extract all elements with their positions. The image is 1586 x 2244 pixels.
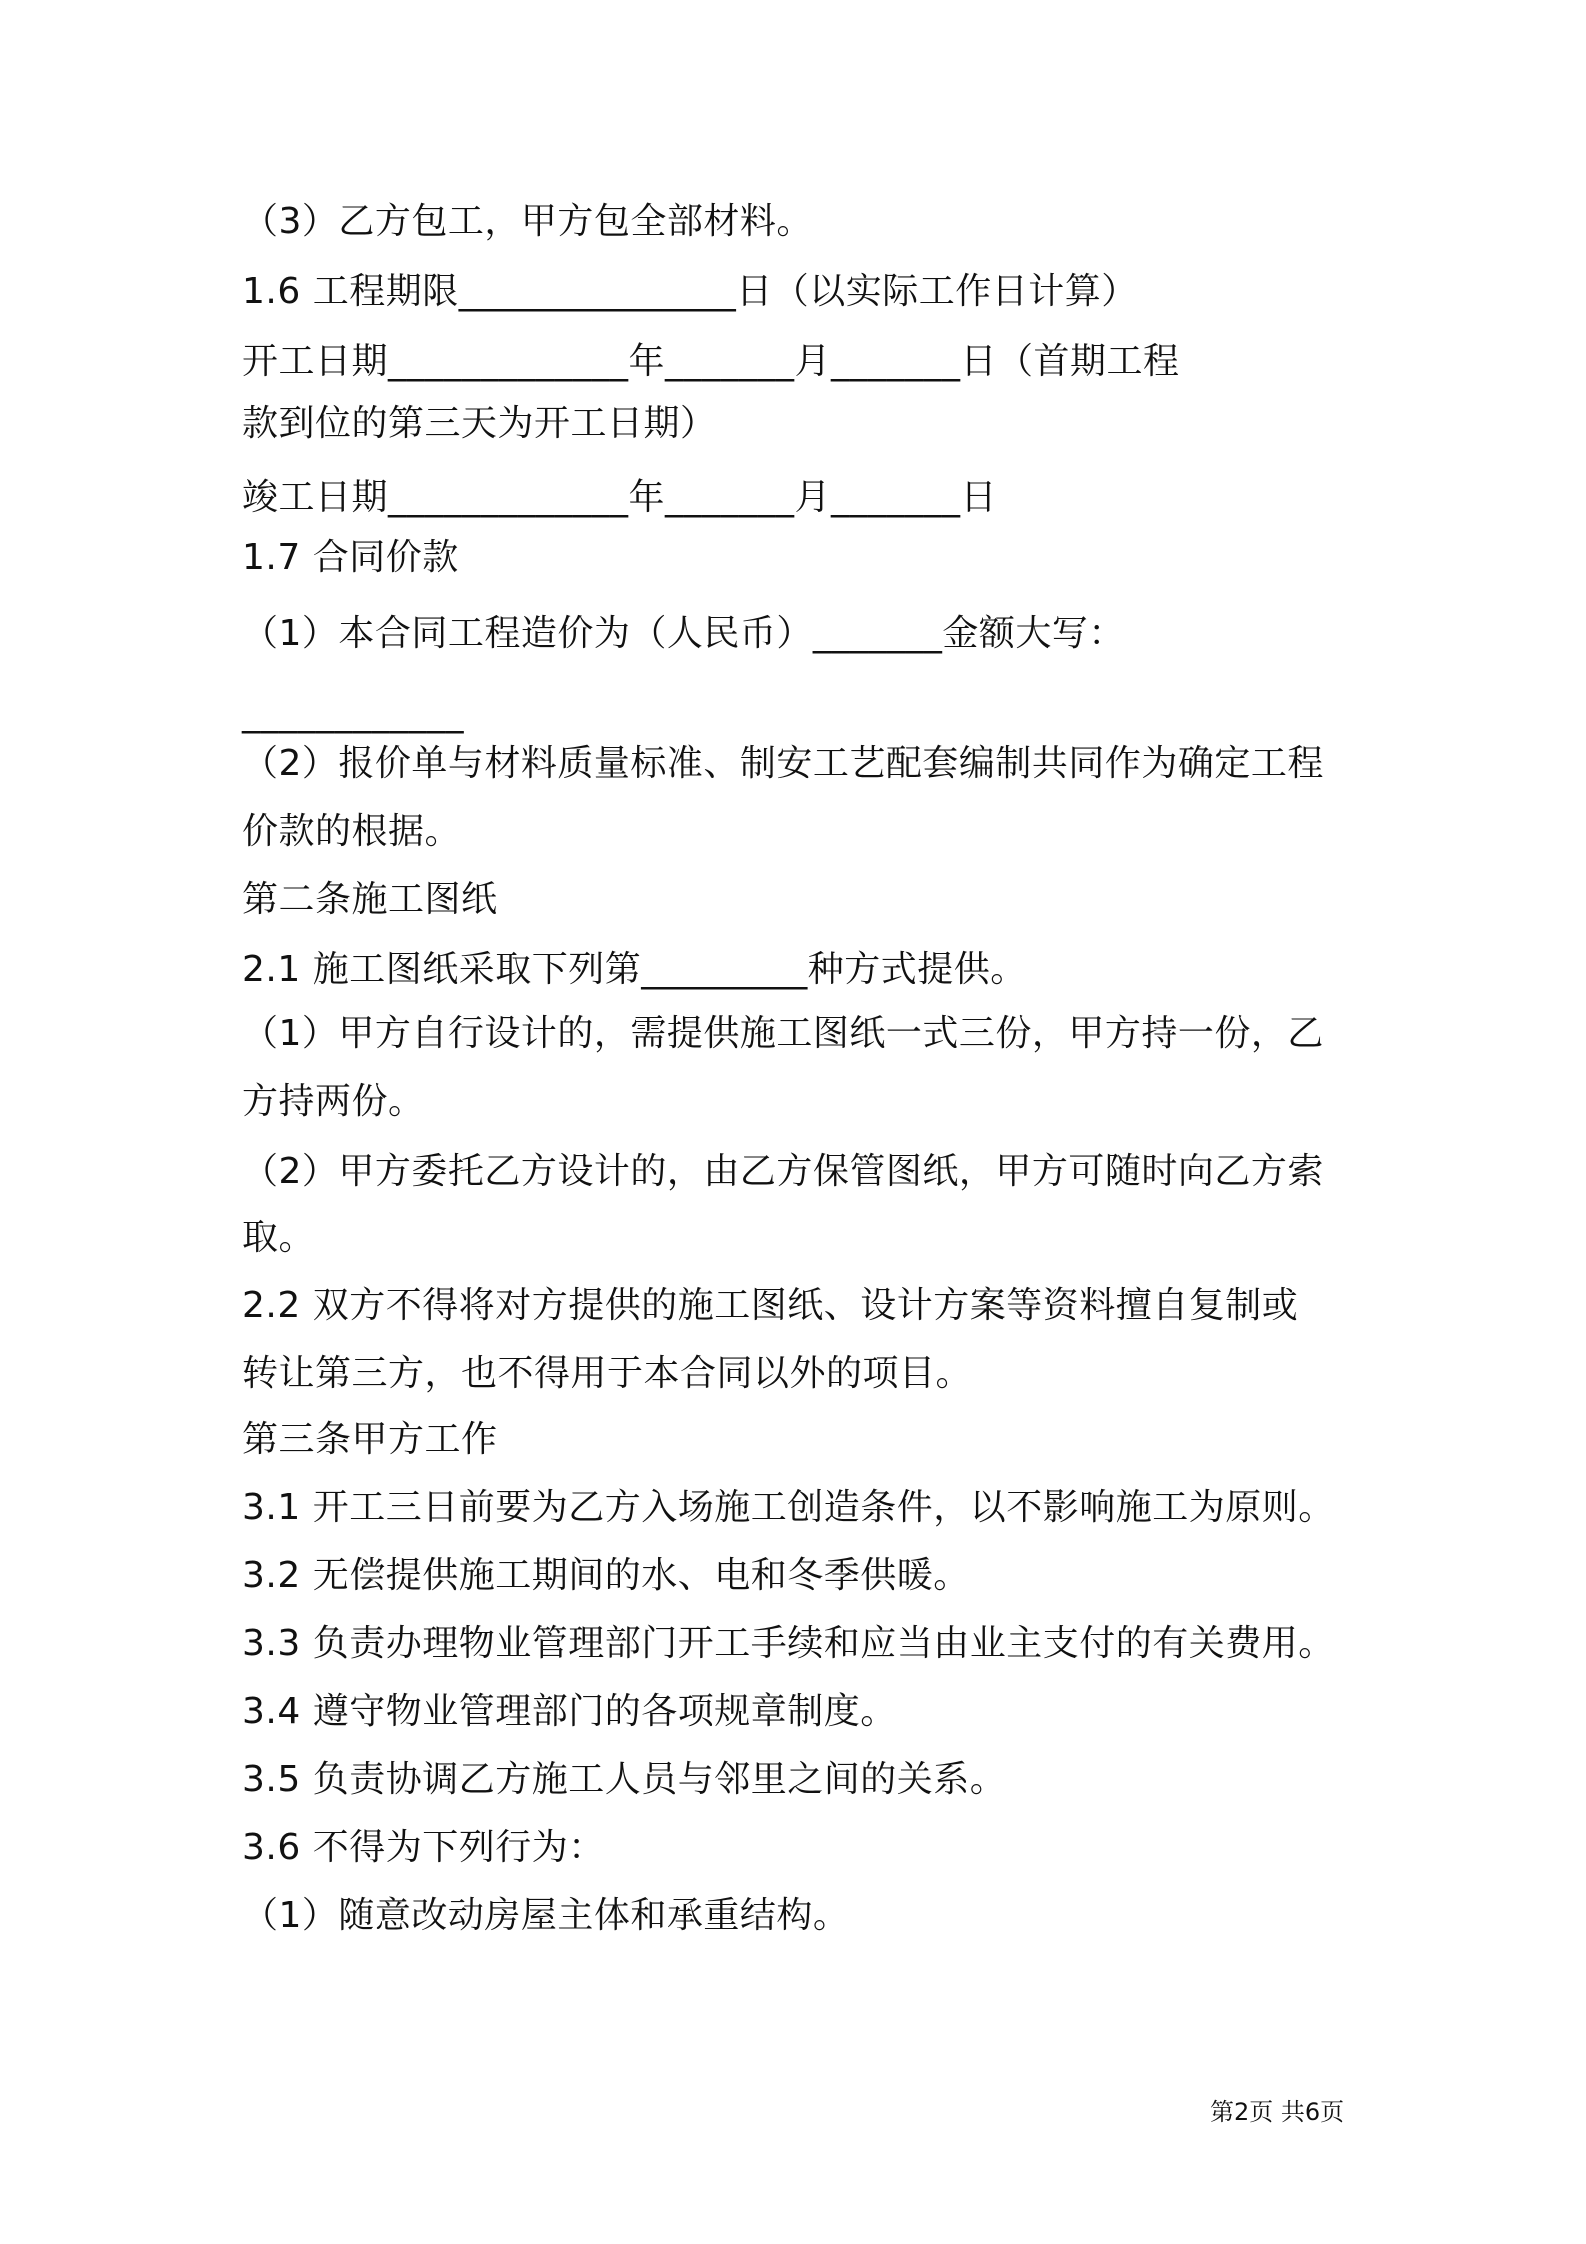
clause-2-2: 2.2 双方不得将对方提供的施工图纸、设计方案等资料擅自复制或: [242, 1285, 1299, 1326]
clause-2-1-item-1-cont: 方持两份。: [242, 1081, 425, 1122]
contract-price-item-2: （2）报价单与材料质量标准、制安工艺配套编制共同作为确定工程: [242, 743, 1324, 784]
page-number: 第2页 共6页: [1210, 2098, 1345, 2126]
clause-3-5: 3.5 负责协调乙方施工人员与邻里之间的关系。: [242, 1759, 1007, 1800]
clause-1-7-heading: 1.7 合同价款: [242, 537, 459, 578]
clause-3-6: 3.6 不得为下列行为：: [242, 1827, 605, 1868]
clause-3-3: 3.3 负责办理物业管理部门开工手续和应当由业主支付的有关费用。: [242, 1623, 1335, 1664]
clause-3-4: 3.4 遵守物业管理部门的各项规章制度。: [242, 1691, 897, 1732]
contract-price-item-2-cont: 价款的根据。: [242, 811, 462, 852]
start-date-line: 开工日期_____________年_______月_______日（首期工程: [242, 341, 1180, 382]
clause-2-1-item-2: （2）甲方委托乙方设计的，由乙方保管图纸，甲方可随时向乙方索: [242, 1151, 1324, 1192]
clause-3-6-item-1: （1）随意改动房屋主体和承重结构。: [242, 1895, 850, 1936]
clause-2-2-cont: 转让第三方，也不得用于本合同以外的项目。: [242, 1353, 973, 1394]
clause-3-1: 3.1 开工三日前要为乙方入场施工创造条件，以不影响施工为原则。: [242, 1487, 1335, 1528]
start-date-line-cont: 款到位的第三天为开工日期）: [242, 403, 717, 444]
clause-3-item-3: （3）乙方包工，甲方包全部材料。: [242, 201, 813, 242]
clause-3-2: 3.2 无偿提供施工期间的水、电和冬季供暖。: [242, 1555, 970, 1596]
article-2-heading: 第二条施工图纸: [242, 879, 498, 920]
article-3-heading: 第三条甲方工作: [242, 1419, 498, 1460]
amount-blank-line: ____________: [242, 693, 464, 734]
contract-price-item-1: （1）本合同工程造价为（人民币）_______金额大写：: [242, 613, 1125, 654]
clause-2-1-item-1: （1）甲方自行设计的，需提供施工图纸一式三份，甲方持一份，乙: [242, 1013, 1324, 1054]
clause-2-1-item-2-cont: 取。: [242, 1217, 316, 1258]
clause-2-1: 2.1 施工图纸采取下列第_________种方式提供。: [242, 949, 1027, 990]
clause-1-6-duration: 1.6 工程期限_______________日（以实际工作日计算）: [242, 271, 1138, 312]
completion-date-line: 竣工日期_____________年_______月_______日: [242, 477, 998, 518]
